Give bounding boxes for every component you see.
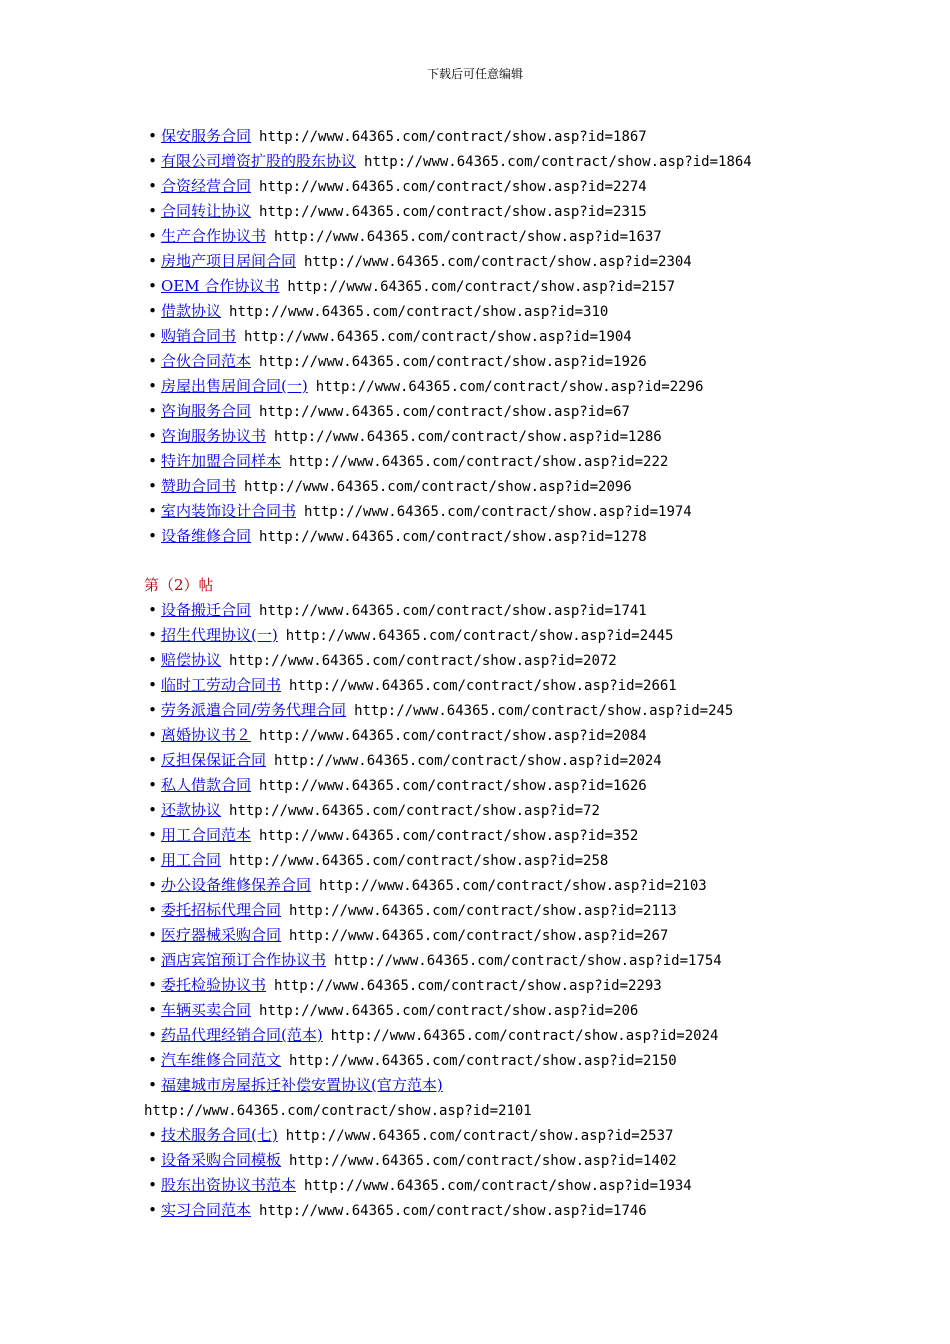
bullet-icon: • bbox=[148, 726, 157, 744]
list-item bbox=[144, 274, 904, 299]
list-item bbox=[144, 973, 904, 998]
contract-url: http://www.64365.com/contract/show.asp?id=352 bbox=[259, 828, 639, 844]
bullet-icon: • bbox=[148, 452, 157, 470]
contract-url: http://www.64365.com/contract/show.asp?id=2084 bbox=[259, 728, 647, 744]
contract-link[interactable]: OEM 合作协议书 bbox=[161, 277, 280, 295]
contract-link[interactable]: 有限公司增资扩股的股东协议 bbox=[161, 152, 357, 170]
contract-url: http://www.64365.com/contract/show.asp?id=310 bbox=[229, 304, 609, 320]
list-item bbox=[144, 1073, 904, 1098]
contract-url: http://www.64365.com/contract/show.asp?id=2315 bbox=[259, 204, 647, 220]
list-item bbox=[144, 623, 904, 648]
contract-link[interactable]: 合同转让协议 bbox=[161, 202, 252, 220]
contract-url: http://www.64365.com/contract/show.asp?id=206 bbox=[259, 1003, 639, 1019]
list-item bbox=[144, 499, 904, 524]
contract-url: http://www.64365.com/contract/show.asp?id=2293 bbox=[274, 978, 662, 994]
contract-link[interactable]: 室内装饰设计合同书 bbox=[161, 502, 297, 520]
contract-link[interactable]: 设备维修合同 bbox=[161, 527, 252, 545]
contract-link[interactable]: 借款协议 bbox=[161, 302, 222, 320]
contract-link[interactable]: 反担保保证合同 bbox=[161, 751, 267, 769]
list-item bbox=[144, 748, 904, 773]
contract-link[interactable]: 酒店宾馆预订合作协议书 bbox=[161, 951, 327, 969]
contract-url: http://www.64365.com/contract/show.asp?id=2150 bbox=[289, 1053, 677, 1069]
list-item bbox=[144, 1048, 904, 1073]
contract-url: http://www.64365.com/contract/show.asp?id=67 bbox=[259, 404, 630, 420]
contract-url: http://www.64365.com/contract/show.asp?id=2296 bbox=[315, 379, 704, 395]
bullet-icon: • bbox=[148, 327, 157, 345]
contract-link[interactable]: 临时工劳动合同书 bbox=[161, 676, 282, 694]
contract-url: http://www.64365.com/contract/show.asp?id=1278 bbox=[259, 529, 647, 545]
contract-url: http://www.64365.com/contract/show.asp?id=2661 bbox=[289, 678, 677, 694]
bullet-icon: • bbox=[148, 402, 157, 420]
list-item bbox=[144, 249, 904, 274]
list-item bbox=[144, 349, 904, 374]
bullet-icon: • bbox=[148, 876, 157, 894]
bullet-icon: • bbox=[148, 751, 157, 769]
list-item bbox=[144, 798, 904, 823]
contract-link[interactable]: 药品代理经销合同(范本) bbox=[161, 1026, 323, 1044]
contract-url: http://www.64365.com/contract/show.asp?id=2096 bbox=[244, 479, 632, 495]
bullet-icon: • bbox=[148, 1076, 157, 1094]
list-item bbox=[144, 1173, 904, 1198]
contract-link[interactable]: 设备采购合同模板 bbox=[161, 1151, 282, 1169]
list-item bbox=[144, 648, 904, 673]
contract-url: http://www.64365.com/contract/show.asp?id=245 bbox=[354, 703, 734, 719]
bullet-icon: • bbox=[148, 252, 157, 270]
document-body bbox=[144, 124, 904, 1223]
bullet-icon: • bbox=[148, 626, 157, 644]
contract-url: http://www.64365.com/contract/show.asp?id=2537 bbox=[285, 1128, 674, 1144]
bullet-icon: • bbox=[148, 1176, 157, 1194]
page-header: 下载后可任意编辑 bbox=[426, 67, 523, 81]
contract-url: http://www.64365.com/contract/show.asp?id=2103 bbox=[319, 878, 707, 894]
bullet-icon: • bbox=[148, 277, 157, 295]
list-item bbox=[144, 524, 904, 549]
list-item bbox=[144, 399, 904, 424]
contract-url: http://www.64365.com/contract/show.asp?id=2445 bbox=[285, 628, 674, 644]
bullet-icon: • bbox=[148, 177, 157, 195]
bullet-icon: • bbox=[148, 601, 157, 619]
list-item bbox=[144, 773, 904, 798]
list-item bbox=[144, 149, 904, 174]
bullet-icon: • bbox=[148, 926, 157, 944]
contract-url: http://www.64365.com/contract/show.asp?id=1934 bbox=[304, 1178, 692, 1194]
contract-link[interactable]: 房地产项目居间合同 bbox=[161, 252, 297, 270]
bullet-icon: • bbox=[148, 676, 157, 694]
contract-link[interactable]: 离婚协议书２ bbox=[161, 726, 252, 744]
contract-url: http://www.64365.com/contract/show.asp?id=1402 bbox=[289, 1153, 677, 1169]
contract-url: http://www.64365.com/contract/show.asp?id=2274 bbox=[259, 179, 647, 195]
list-item bbox=[144, 698, 904, 723]
contract-link[interactable]: 医疗器械采购合同 bbox=[161, 926, 282, 944]
contract-url: http://www.64365.com/contract/show.asp?id=2024 bbox=[330, 1028, 719, 1044]
bullet-icon: • bbox=[148, 826, 157, 844]
bullet-icon: • bbox=[148, 227, 157, 245]
bullet-icon: • bbox=[148, 801, 157, 819]
contract-link[interactable]: 设备搬迁合同 bbox=[161, 601, 252, 619]
contract-link[interactable]: 办公设备维修保养合同 bbox=[161, 876, 312, 894]
contract-list-section-2 bbox=[144, 598, 904, 1223]
contract-link[interactable]: 咨询服务合同 bbox=[161, 402, 252, 420]
contract-link[interactable]: 福建城市房屋拆迁补偿安置协议(官方范本) bbox=[161, 1076, 443, 1094]
contract-link[interactable]: 赞助合同书 bbox=[161, 477, 237, 495]
bullet-icon: • bbox=[148, 976, 157, 994]
list-item bbox=[144, 1148, 904, 1173]
contract-link[interactable]: 招生代理协议(一) bbox=[161, 626, 278, 644]
contract-link[interactable]: 用工合同范本 bbox=[161, 826, 252, 844]
bullet-icon: • bbox=[148, 127, 157, 145]
contract-url: http://www.64365.com/contract/show.asp?id=1974 bbox=[304, 504, 692, 520]
contract-link[interactable]: 委托检验协议书 bbox=[161, 976, 267, 994]
contract-url: http://www.64365.com/contract/show.asp?id=2024 bbox=[274, 753, 662, 769]
contract-url: http://www.64365.com/contract/show.asp?id=2304 bbox=[304, 254, 692, 270]
contract-link[interactable]: 特许加盟合同样本 bbox=[161, 452, 282, 470]
contract-link[interactable]: 委托招标代理合同 bbox=[161, 901, 282, 919]
list-item bbox=[144, 848, 904, 873]
list-item bbox=[144, 1023, 904, 1048]
list-item-continuation bbox=[144, 1098, 904, 1123]
bullet-icon: • bbox=[148, 851, 157, 869]
list-item bbox=[144, 299, 904, 324]
bullet-icon: • bbox=[148, 651, 157, 669]
contract-url: http://www.64365.com/contract/show.asp?id=1926 bbox=[259, 354, 647, 370]
section-2-title: 第（2）帖 bbox=[144, 576, 214, 594]
list-item bbox=[144, 873, 904, 898]
contract-link[interactable]: 汽车维修合同范文 bbox=[161, 1051, 282, 1069]
contract-link[interactable]: 车辆买卖合同 bbox=[161, 1001, 252, 1019]
bullet-icon: • bbox=[148, 1151, 157, 1169]
contract-url: http://www.64365.com/contract/show.asp?id=1741 bbox=[259, 603, 647, 619]
list-item bbox=[144, 224, 904, 249]
list-item bbox=[144, 998, 904, 1023]
list-item bbox=[144, 673, 904, 698]
contract-link[interactable]: 实习合同范本 bbox=[161, 1201, 252, 1219]
list-item bbox=[144, 823, 904, 848]
list-item bbox=[144, 948, 904, 973]
bullet-icon: • bbox=[148, 527, 157, 545]
contract-url: http://www.64365.com/contract/show.asp?id=222 bbox=[289, 454, 669, 470]
contract-url: http://www.64365.com/contract/show.asp?id=1626 bbox=[259, 778, 647, 794]
bullet-icon: • bbox=[148, 1051, 157, 1069]
contract-url: http://www.64365.com/contract/show.asp?id=1864 bbox=[364, 154, 752, 170]
contract-url: http://www.64365.com/contract/show.asp?id=1754 bbox=[334, 953, 722, 969]
contract-link[interactable]: 合伙合同范本 bbox=[161, 352, 252, 370]
list-item bbox=[144, 324, 904, 349]
contract-url: http://www.64365.com/contract/show.asp?id=1637 bbox=[274, 229, 662, 245]
bullet-icon: • bbox=[148, 302, 157, 320]
contract-url: http://www.64365.com/contract/show.asp?id=1286 bbox=[274, 429, 662, 445]
list-item bbox=[144, 598, 904, 623]
list-item bbox=[144, 174, 904, 199]
contract-list-section-1 bbox=[144, 124, 904, 549]
bullet-icon: • bbox=[148, 502, 157, 520]
list-item bbox=[144, 474, 904, 499]
contract-url: http://www.64365.com/contract/show.asp?id=1904 bbox=[244, 329, 632, 345]
list-item bbox=[144, 1198, 904, 1223]
bullet-icon: • bbox=[148, 377, 157, 395]
list-item bbox=[144, 449, 904, 474]
list-item bbox=[144, 199, 904, 224]
bullet-icon: • bbox=[148, 1001, 157, 1019]
contract-url: http://www.64365.com/contract/show.asp?id=2113 bbox=[289, 903, 677, 919]
contract-url: http://www.64365.com/contract/show.asp?id=2101 bbox=[144, 1103, 532, 1119]
contract-link[interactable]: 咨询服务协议书 bbox=[161, 427, 267, 445]
contract-link[interactable]: 保安服务合同 bbox=[161, 127, 252, 145]
contract-url: http://www.64365.com/contract/show.asp?id=258 bbox=[229, 853, 609, 869]
bullet-icon: • bbox=[148, 152, 157, 170]
contract-link[interactable]: 合资经营合同 bbox=[161, 177, 252, 195]
bullet-icon: • bbox=[148, 352, 157, 370]
contract-link[interactable]: 私人借款合同 bbox=[161, 776, 252, 794]
bullet-icon: • bbox=[148, 202, 157, 220]
contract-link[interactable]: 生产合作协议书 bbox=[161, 227, 267, 245]
contract-link[interactable]: 购销合同书 bbox=[161, 327, 237, 345]
contract-link[interactable]: 股东出资协议书范本 bbox=[161, 1176, 297, 1194]
contract-link[interactable]: 技术服务合同(七) bbox=[161, 1126, 278, 1144]
bullet-icon: • bbox=[148, 477, 157, 495]
contract-url: http://www.64365.com/contract/show.asp?id=72 bbox=[229, 803, 600, 819]
contract-link[interactable]: 房屋出售居间合同(一) bbox=[161, 377, 308, 395]
list-item bbox=[144, 424, 904, 449]
bullet-icon: • bbox=[148, 1026, 157, 1044]
contract-url: http://www.64365.com/contract/show.asp?id=2072 bbox=[229, 653, 617, 669]
section-spacer bbox=[144, 549, 904, 573]
bullet-icon: • bbox=[148, 951, 157, 969]
contract-url: http://www.64365.com/contract/show.asp?id=267 bbox=[289, 928, 669, 944]
list-item bbox=[144, 923, 904, 948]
contract-url: http://www.64365.com/contract/show.asp?id=1746 bbox=[259, 1203, 647, 1219]
bullet-icon: • bbox=[148, 776, 157, 794]
contract-link[interactable]: 劳务派遣合同/劳务代理合同 bbox=[161, 701, 347, 719]
list-item bbox=[144, 1123, 904, 1148]
contract-link[interactable]: 还款协议 bbox=[161, 801, 222, 819]
bullet-icon: • bbox=[148, 701, 157, 719]
bullet-icon: • bbox=[148, 901, 157, 919]
list-item bbox=[144, 124, 904, 149]
contract-url: http://www.64365.com/contract/show.asp?id=1867 bbox=[259, 129, 647, 145]
bullet-icon: • bbox=[148, 427, 157, 445]
bullet-icon: • bbox=[148, 1126, 157, 1144]
bullet-icon: • bbox=[148, 1201, 157, 1219]
list-item bbox=[144, 898, 904, 923]
list-item bbox=[144, 723, 904, 748]
contract-link[interactable]: 赔偿协议 bbox=[161, 651, 222, 669]
contract-link[interactable]: 用工合同 bbox=[161, 851, 222, 869]
list-item bbox=[144, 374, 904, 399]
contract-url: http://www.64365.com/contract/show.asp?id=2157 bbox=[287, 279, 676, 295]
